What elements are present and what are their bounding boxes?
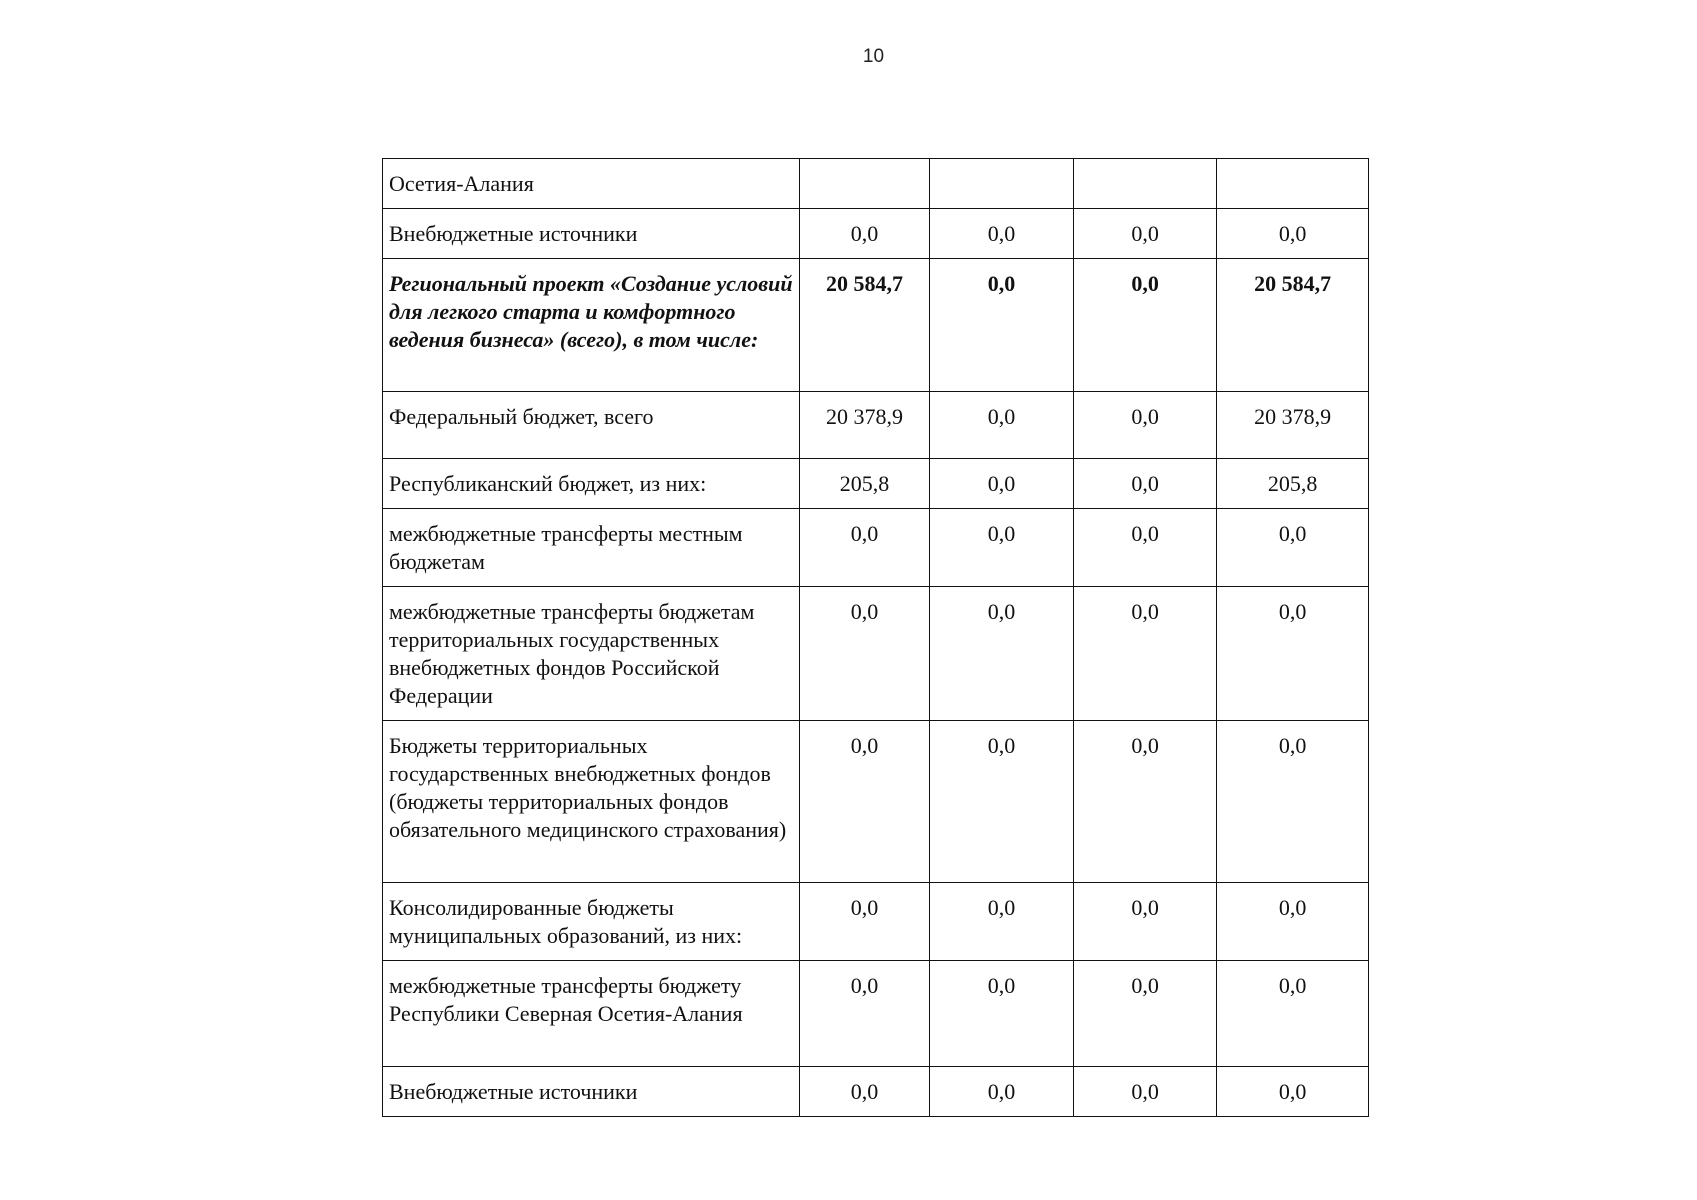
value-cell: 20 378,9: [799, 392, 930, 459]
value-cell: 20 378,9: [1217, 392, 1369, 459]
value-cell: 0,0: [1073, 587, 1217, 721]
value-cell: 0,0: [1073, 1067, 1217, 1117]
value-cell: 0,0: [1073, 721, 1217, 883]
value-cell: 0,0: [1217, 883, 1369, 961]
value-cell: [1217, 159, 1369, 209]
value-cell: 0,0: [1217, 1067, 1369, 1117]
budget-table: [382, 158, 1369, 1117]
table-row: [383, 159, 1369, 209]
row-label: межбюджетные трансферты бюджетам территориальных государственных внебюджетных фондов Российской Федерации: [383, 587, 800, 721]
value-cell: 0,0: [799, 721, 930, 883]
value-cell: 0,0: [1073, 961, 1217, 1067]
value-cell: 0,0: [1217, 961, 1369, 1067]
value-cell: [799, 159, 930, 209]
value-cell: 20 584,7: [1217, 259, 1369, 392]
value-cell: [930, 159, 1074, 209]
table-row: [383, 259, 1369, 392]
value-cell: 0,0: [930, 209, 1074, 259]
value-cell: 0,0: [799, 883, 930, 961]
value-cell: 0,0: [1073, 509, 1217, 587]
value-cell: 0,0: [930, 721, 1074, 883]
value-cell: 0,0: [930, 392, 1074, 459]
table-row: [383, 721, 1369, 883]
row-label: Консолидированные бюджеты муниципальных образований, из них:: [383, 883, 800, 961]
value-cell: 0,0: [799, 1067, 930, 1117]
value-cell: 0,0: [930, 961, 1074, 1067]
row-label: Внебюджетные источники: [383, 209, 800, 259]
value-cell: 0,0: [930, 1067, 1074, 1117]
table-row: [383, 883, 1369, 961]
value-cell: 0,0: [1073, 259, 1217, 392]
value-cell: 0,0: [1073, 209, 1217, 259]
value-cell: 205,8: [799, 459, 930, 509]
page-number: 10: [862, 46, 885, 67]
row-label: Федеральный бюджет, всего: [383, 392, 800, 459]
value-cell: 0,0: [930, 459, 1074, 509]
table-row: [383, 209, 1369, 259]
value-cell: 0,0: [1217, 509, 1369, 587]
value-cell: 0,0: [799, 209, 930, 259]
value-cell: 0,0: [930, 587, 1074, 721]
row-label: межбюджетные трансферты местным бюджетам: [383, 509, 800, 587]
value-cell: 0,0: [1073, 883, 1217, 961]
row-label: Бюджеты территориальных государственных внебюджетных фондов (бюджеты территориальных фондов обязательного медицинского страхования): [383, 721, 800, 883]
value-cell: 0,0: [930, 259, 1074, 392]
row-label: Региональный проект «Создание условий для легкого старта и комфортного ведения бизнеса» (всего), в том числе:: [383, 259, 800, 392]
value-cell: 0,0: [1073, 392, 1217, 459]
table-row: [383, 392, 1369, 459]
value-cell: 0,0: [799, 587, 930, 721]
table-row: [383, 459, 1369, 509]
value-cell: 0,0: [799, 509, 930, 587]
value-cell: 20 584,7: [799, 259, 930, 392]
value-cell: 0,0: [930, 883, 1074, 961]
table-row: [383, 509, 1369, 587]
value-cell: 0,0: [1217, 721, 1369, 883]
value-cell: 0,0: [1217, 587, 1369, 721]
value-cell: 0,0: [1217, 209, 1369, 259]
table-row: [383, 587, 1369, 721]
value-cell: 0,0: [799, 961, 930, 1067]
value-cell: 205,8: [1217, 459, 1369, 509]
value-cell: [1073, 159, 1217, 209]
row-label: Осетия-Алания: [383, 159, 800, 209]
table-row: [383, 961, 1369, 1067]
table-row: [383, 1067, 1369, 1117]
value-cell: 0,0: [1073, 459, 1217, 509]
row-label: межбюджетные трансферты бюджету Республики Северная Осетия-Алания: [383, 961, 800, 1067]
value-cell: 0,0: [930, 509, 1074, 587]
row-label: Внебюджетные источники: [383, 1067, 800, 1117]
row-label: Республиканский бюджет, из них:: [383, 459, 800, 509]
